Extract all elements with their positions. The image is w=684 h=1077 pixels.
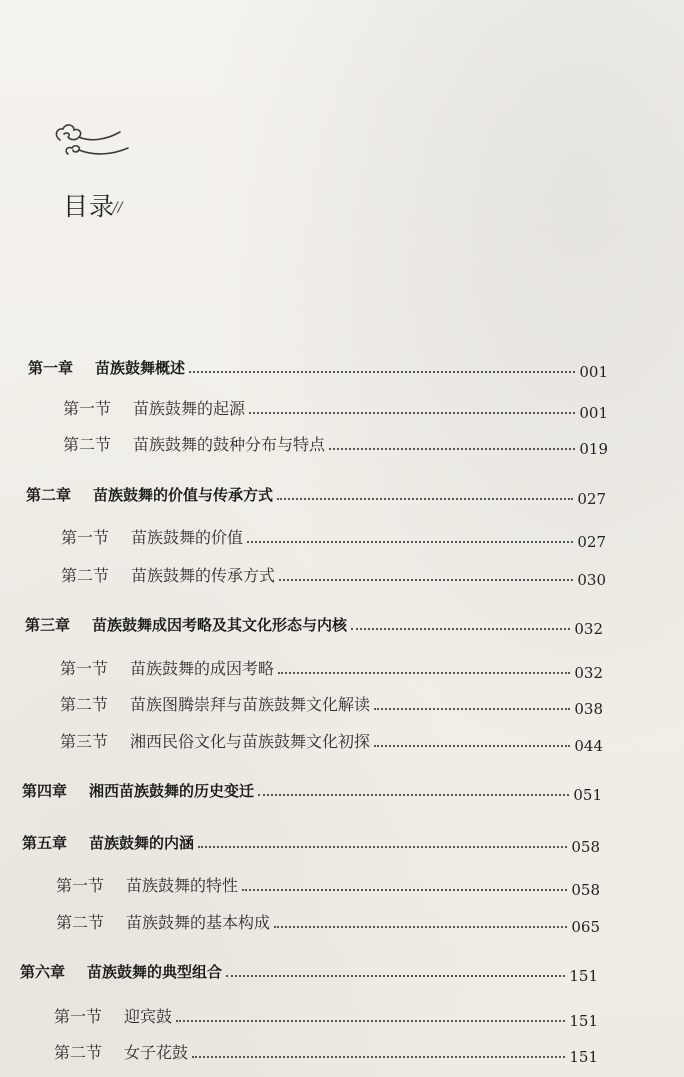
section-title: 迎宾鼓 bbox=[124, 1007, 173, 1026]
section-number: 第一节 bbox=[61, 528, 110, 547]
dot-leader bbox=[242, 889, 567, 891]
section-title: 湘西民俗文化与苗族鼓舞文化初探 bbox=[130, 732, 371, 751]
dot-leader bbox=[351, 628, 570, 630]
dot-leader bbox=[176, 1020, 565, 1022]
chapter-title: 湘西苗族鼓舞的历史变迁 bbox=[89, 782, 255, 800]
toc-section-3-3[interactable] bbox=[60, 728, 603, 755]
dot-leader bbox=[192, 1056, 565, 1058]
toc-section-6-2[interactable] bbox=[54, 1039, 598, 1066]
section-title: 苗族鼓舞的鼓种分布与特点 bbox=[133, 435, 326, 454]
page-number: 038 bbox=[574, 700, 603, 718]
chapter-number: 第一章 bbox=[28, 359, 74, 377]
page-number: 065 bbox=[571, 918, 600, 936]
dot-leader bbox=[258, 794, 569, 796]
toc-section-1-1[interactable] bbox=[63, 395, 608, 422]
dot-leader bbox=[374, 745, 570, 747]
chapter-title: 苗族鼓舞的价值与传承方式 bbox=[93, 486, 274, 504]
section-number: 第二节 bbox=[61, 566, 110, 585]
dot-leader bbox=[274, 926, 567, 928]
toc-section-1-2[interactable] bbox=[63, 431, 608, 458]
dot-leader bbox=[278, 672, 570, 674]
section-number: 第二节 bbox=[56, 913, 105, 932]
section-number: 第一节 bbox=[56, 876, 105, 895]
chapter-number: 第四章 bbox=[22, 782, 68, 800]
dot-leader bbox=[279, 579, 573, 581]
section-title: 苗族鼓舞的价值 bbox=[131, 528, 244, 547]
section-number: 第一节 bbox=[63, 399, 112, 418]
section-number: 第三节 bbox=[60, 732, 109, 751]
chapter-number: 第五章 bbox=[22, 834, 68, 852]
page-number: 027 bbox=[577, 533, 606, 551]
toc-section-3-1[interactable] bbox=[60, 655, 603, 682]
cloud-ornament-icon bbox=[48, 118, 134, 178]
chapter-number: 第二章 bbox=[26, 486, 72, 504]
section-number: 第二节 bbox=[60, 695, 109, 714]
dot-leader bbox=[189, 371, 575, 373]
dot-leader bbox=[374, 708, 570, 710]
page-number: 030 bbox=[577, 571, 606, 589]
page-number: 019 bbox=[579, 440, 608, 458]
chapter-title: 苗族鼓舞的典型组合 bbox=[87, 963, 223, 981]
toc-section-5-1[interactable] bbox=[56, 872, 600, 899]
dot-leader bbox=[198, 846, 567, 848]
page-number: 051 bbox=[573, 786, 602, 804]
section-title: 苗族鼓舞的特性 bbox=[126, 876, 239, 895]
toc-chapter-5[interactable] bbox=[22, 829, 600, 856]
section-number: 第二节 bbox=[54, 1043, 103, 1062]
page-number: 032 bbox=[574, 664, 603, 682]
section-title: 苗族鼓舞的起源 bbox=[133, 399, 246, 418]
section-number: 第一节 bbox=[54, 1007, 103, 1026]
page-number: 032 bbox=[574, 620, 603, 638]
chapter-number: 第三章 bbox=[25, 616, 71, 634]
page-number: 058 bbox=[571, 838, 600, 856]
page-number: 044 bbox=[574, 737, 603, 755]
dot-leader bbox=[226, 975, 565, 977]
chapter-title: 苗族鼓舞概述 bbox=[95, 359, 186, 377]
chapter-title: 苗族鼓舞成因考略及其文化形态与内核 bbox=[92, 616, 348, 634]
chapter-number: 第六章 bbox=[20, 963, 66, 981]
section-title: 苗族鼓舞的基本构成 bbox=[126, 913, 271, 932]
title-mark: // bbox=[113, 200, 123, 216]
toc-chapter-4[interactable] bbox=[22, 777, 602, 804]
page-number: 001 bbox=[579, 363, 608, 381]
page-number: 151 bbox=[569, 967, 598, 985]
dot-leader bbox=[247, 541, 573, 543]
page-number: 058 bbox=[571, 881, 600, 899]
toc-chapter-2[interactable] bbox=[26, 481, 606, 508]
toc-section-5-2[interactable] bbox=[56, 909, 600, 936]
chapter-title: 苗族鼓舞的内涵 bbox=[89, 834, 195, 852]
page-number: 027 bbox=[577, 490, 606, 508]
toc-section-3-2[interactable] bbox=[60, 691, 603, 718]
section-title: 女子花鼓 bbox=[124, 1043, 189, 1062]
section-title: 苗族鼓舞的成因考略 bbox=[130, 659, 275, 678]
toc-chapter-6[interactable] bbox=[20, 958, 598, 985]
section-title: 苗族鼓舞的传承方式 bbox=[131, 566, 276, 585]
page-number: 151 bbox=[569, 1012, 598, 1030]
section-number: 第二节 bbox=[63, 435, 112, 454]
toc-section-2-2[interactable] bbox=[61, 562, 606, 589]
section-title: 苗族图腾崇拜与苗族鼓舞文化解读 bbox=[130, 695, 371, 714]
dot-leader bbox=[277, 498, 573, 500]
section-number: 第一节 bbox=[60, 659, 109, 678]
page-title: 目录 bbox=[63, 192, 116, 221]
toc-section-2-1[interactable] bbox=[61, 524, 606, 551]
toc-chapter-3[interactable] bbox=[25, 611, 603, 638]
dot-leader bbox=[329, 448, 575, 450]
toc-section-6-1[interactable] bbox=[54, 1003, 598, 1030]
dot-leader bbox=[249, 412, 575, 414]
page-number: 151 bbox=[569, 1048, 598, 1066]
page-number: 001 bbox=[579, 404, 608, 422]
toc-chapter-1[interactable] bbox=[28, 354, 608, 381]
